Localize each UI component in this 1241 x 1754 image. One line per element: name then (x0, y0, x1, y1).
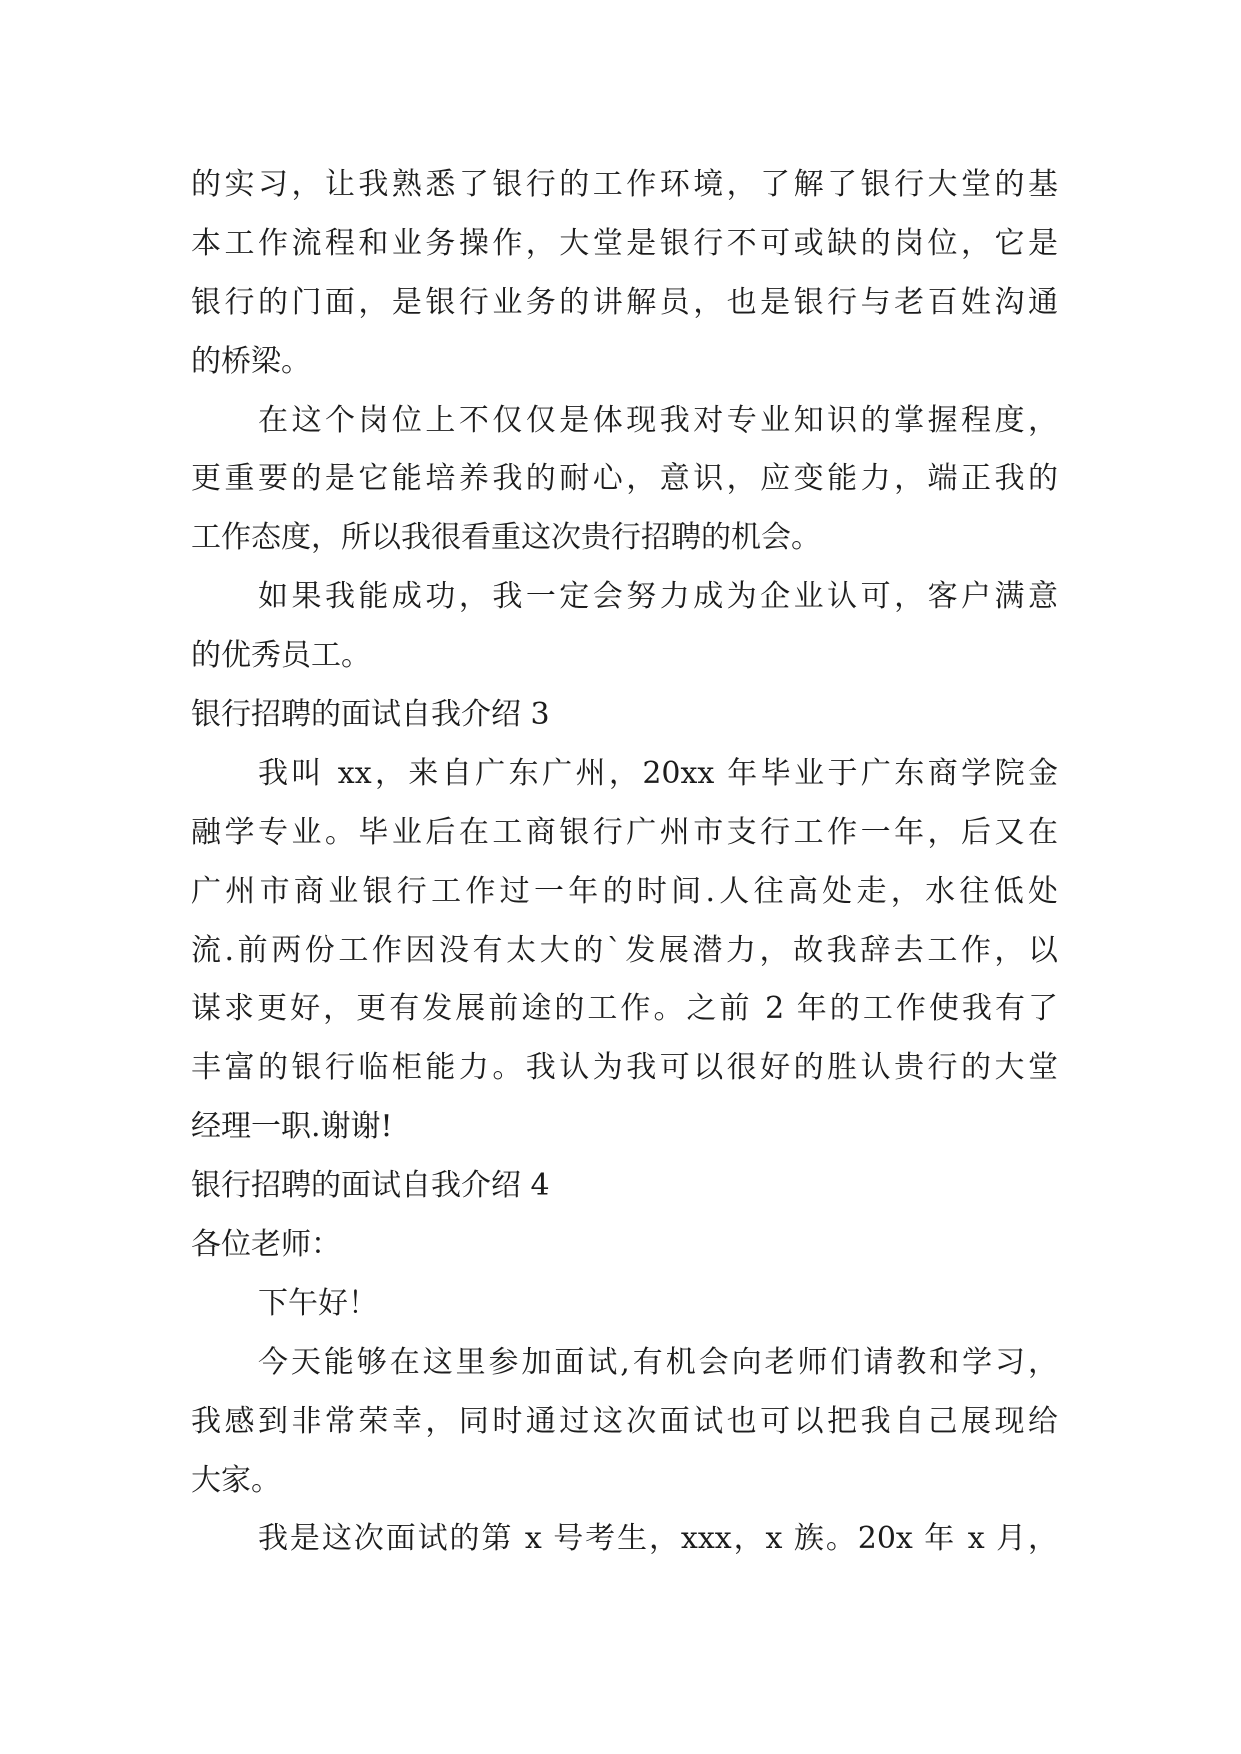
text-line: 大家。 (191, 1462, 281, 1498)
greeting: 下午好！ (258, 1285, 378, 1321)
text-line: 丰富的银行临柜能力。我认为我可以很好的胜认贵行的大堂 (191, 1050, 1058, 1086)
salutation: 各位老师： (191, 1227, 341, 1263)
text-line: 我叫 xx，来自广东广州，20xx 年毕业于广东商学院金 (258, 755, 1058, 791)
text-line: 流.前两份工作因没有太大的`发展潜力，故我辞去工作，以 (191, 932, 1058, 968)
section-heading: 银行招聘的面试自我介绍 4 (191, 1168, 550, 1204)
text-line: 我感到非常荣幸，同时通过这次面试也可以把我自己展现给 (191, 1403, 1058, 1439)
text-line: 的实习，让我熟悉了银行的工作环境，了解了银行大堂的基 (191, 167, 1058, 202)
text-line: 今天能够在这里参加面试,有机会向老师们请教和学习， (258, 1344, 1058, 1380)
text-line: 在这个岗位上不仅仅是体现我对专业知识的掌握程度， (258, 402, 1058, 438)
text-line: 我是这次面试的第 x 号考生，xxx，x 族。20x 年 x 月， (258, 1521, 1058, 1557)
section-heading: 银行招聘的面试自我介绍 3 (191, 697, 550, 733)
text-line: 融学专业。毕业后在工商银行广州市支行工作一年，后又在 (191, 814, 1058, 850)
text-line: 本工作流程和业务操作，大堂是银行不可或缺的岗位，它是 (191, 225, 1058, 261)
text-line: 广州市商业银行工作过一年的时间.人往高处走，水往低处 (191, 873, 1058, 909)
text-line: 谋求更好，更有发展前途的工作。之前 2 年的工作使我有了 (191, 991, 1058, 1027)
text-line: 工作态度，所以我很看重这次贵行招聘的机会。 (191, 520, 821, 556)
text-line: 如果我能成功，我一定会努力成为企业认可，客户满意 (258, 579, 1058, 615)
text-line: 经理一职.谢谢! (191, 1109, 393, 1145)
text-line: 的桥梁。 (191, 343, 311, 379)
document-body (191, 156, 1058, 1569)
text-line: 的优秀员工。 (191, 638, 371, 674)
text-line: 银行的门面，是银行业务的讲解员，也是银行与老百姓沟通 (191, 284, 1058, 320)
text-line: 更重要的是它能培养我的耐心，意识，应变能力，端正我的 (191, 461, 1058, 497)
